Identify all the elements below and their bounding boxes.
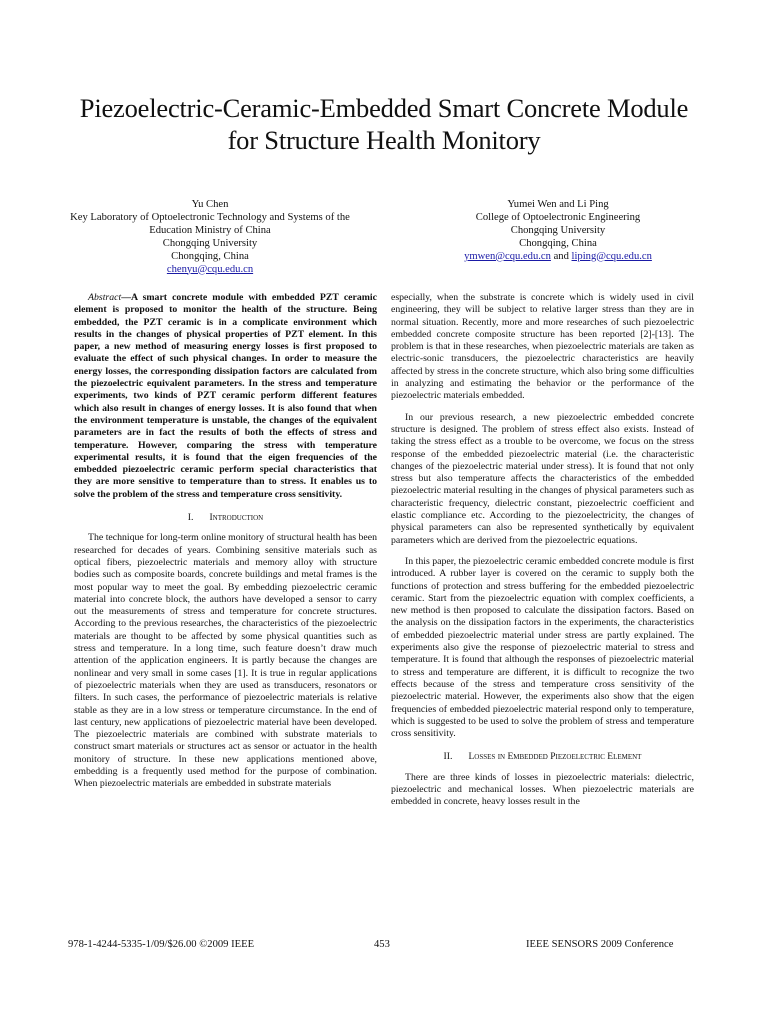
author-affiliation: Education Ministry of China xyxy=(149,224,271,236)
body-paragraph: There are three kinds of losses in piezoelectric materials: dielectric, piezoelectric and mechanical losses. When piezoelectric materials are embedded in concrete, heavy losses result in the xyxy=(391,771,694,808)
author-name: Yu Chen xyxy=(191,199,229,210)
author-affiliation: College of Optoelectronic Engineering xyxy=(475,211,641,223)
abstract-label: Abstract xyxy=(88,292,122,303)
body-paragraph: especially, when the substrate is concrete which is widely used in civil engineering, they will be subject to relative larger stress than they are in normal situation. Recently, more and more researches of such piezoelectric embedded concrete composite structure has been reported [2]-[13]. The problem is that in these researches, when piezoelectric materials are taken as electric-sonic transducers, the piezoelectric characteristics are heavily affected by stress in the concrete structure, which also bring some difficulties in analyzing and estimating the behavior or the performance of the piezoelectric materials embedded. xyxy=(391,292,694,402)
footer-conference: IEEE SENSORS 2009 Conference xyxy=(526,939,674,950)
author-email-link[interactable]: ymwen@cqu.edu.cn xyxy=(464,250,551,262)
author-university: Chongqing University xyxy=(510,224,606,236)
footer-copyright: 978-1-4244-5335-1/09/$26.00 ©2009 IEEE xyxy=(68,939,255,950)
right-column xyxy=(391,292,694,809)
abstract-paragraph xyxy=(74,292,377,501)
body-paragraph: The technique for long-term online monitory of structural health has been researched for decades of years. Combining sensitive materials such as optical fibers, piezoelectric materials and memory alloy with structure bodies such as composite boards, concrete buildings and metal frames is the most popular way to meet the goal. By embedding piezoelectric ceramic material into concrete block, the authors have developed a sensor to carry out the measurements of stress and temperature for concrete structures. According to the previous researches, the characteristics of the piezoelectric materials are thought to be affected by some physical quantities such as stress and temperature. In a long time, such feature doesn’t draw much attention of the application engineers. It is partly because the changes are nonlinear and very small in some cases [1]. It is true in regular applications of piezoelectric materials when they are used as transducers, resonators or filters. In such cases, the performance of piezoelectric materials is relative stable as they are in a low stress or temperature circumstance. In the end of last century, new applications of piezoelectric material have been developed. The piezoelectric materials are combined with substrate materials to construct smart materials or structures act as sensor or actuator in the health monitory of structure. In these new applications mentioned above, embedding is a frequently used method for the purpose of combination. When piezoelectric materials are embedded in substrate materials xyxy=(74,532,377,790)
paper-title xyxy=(40,92,728,156)
author-block-left xyxy=(42,199,378,276)
email-separator: and xyxy=(550,250,572,262)
author-city: Chongqing, China xyxy=(171,250,249,262)
section-title: Losses in Embedded Piezoelectric Element xyxy=(468,752,642,763)
title-line-2: for Structure Health Monitory xyxy=(227,125,541,155)
author-city: Chongqing, China xyxy=(519,237,597,249)
section-heading-introduction xyxy=(74,512,377,524)
body-paragraph: In this paper, the piezoelectric ceramic embedded concrete module is first introduced. A rubber layer is covered on the ceramic to supply both the functions of protection and stress buffering for the embedded piezoelectric ceramic. Start from the piezoelectric equation with complex coefficients, a new method is then proposed to calculate the dissipation factors. Based on the analysis on the dissipation factors in the experiments, the characteristics of embedded piezoelectric material under stress are partly explained. The experiments also give the response of piezoelectric material to stress and temperature. It is found that although the responses of piezoelectric material to stress and temperature are different, it is difficult to recognize the two effects because of the stress and temperature cross sensitivity of the piezoelectric material. However, the experiments also show that the eigen frequencies of embedded piezoelectric material respond only to temperature, which is suggested to be used to solve the problem of stress and temperature cross sensitivity. xyxy=(391,555,694,740)
author-name: Yumei Wen and Li Ping xyxy=(507,199,609,210)
section-title: Introduction xyxy=(209,513,264,524)
title-line-1: Piezoelectric-Ceramic-Embedded Smart Concrete Module xyxy=(79,93,689,123)
author-affiliation: Key Laboratory of Optoelectronic Technology and Systems of the xyxy=(70,211,350,223)
section-number: II. xyxy=(443,751,453,763)
author-email-link[interactable]: chenyu@cqu.edu.cn xyxy=(166,263,254,275)
body-paragraph: In our previous research, a new piezoelectric embedded concrete structure is designed. The problem of stress effect also exists. Instead of taking the stress effect as a trouble to be overcome, we focus on the stress response of the embedded piezoelectric material (i.e. the characteristic changes of the piezoelectric material under stress). It is found that not only stress but also temperature affects the characteristics of the embedded piezoelectric material resulting in the changes of physical parameters such as characteristic frequency, dielectric constant, piezoelectric coefficient and elastic compliance etc. According to the piezoelectricity, the changes of physical parameters can also be represented synthetically by equivalent parameters which are derived from the piezoelectric equations. xyxy=(391,411,694,546)
footer-page-number: 453 xyxy=(374,939,390,950)
section-number: I. xyxy=(187,512,194,524)
author-email-link[interactable]: liping@cqu.edu.cn xyxy=(571,250,652,262)
author-block-right xyxy=(390,199,726,264)
author-university: Chongqing University xyxy=(162,237,258,249)
left-column xyxy=(74,292,377,791)
section-heading-losses xyxy=(391,751,694,763)
abstract-text: —A smart concrete module with embedded PZT ceramic element is proposed to monitor the health of the structure. Being embedded, the PZT ceramic is in a complicate environment which results in the changes of physical properties of PZT element. In this paper, a new method of measuring energy losses is first proposed to evaluate the effect of such physical changes. In order to measure the energy losses, the corresponding dissipation factors are calculated from the piezoelectric equivalent parameters. In the stress and temperature experiments, two kinds of PZT ceramic perform different features which also result in changes of energy losses. It is also found that when the environment temperature is unstable, the changes of the equivalent parameters are in fact the results of both the effects of stress and temperature. However, comparing the stress with temperature experimental results, it is found that the eigen frequencies of the embedded piezoelectric ceramic perform special characteristics that they are more sensitive to temperature than to stress. It enables us to solve the problem of the stress and temperature cross sensitivity. xyxy=(74,292,377,500)
